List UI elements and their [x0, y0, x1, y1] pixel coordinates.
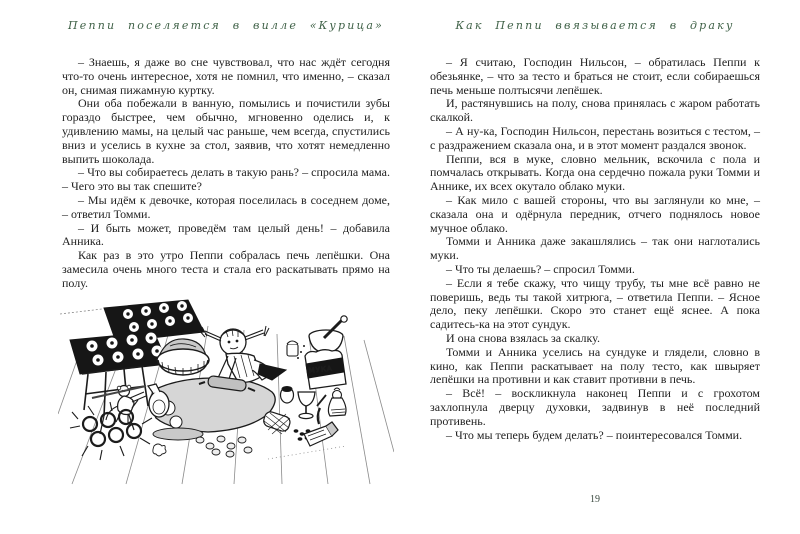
paragraph: – Если я тебе скажу, что чищу трубу, ты мне всё равно не поверишь, ведь ты такой хитрюга, – ответила Пеппи. – Ясное дело, пеку лепёшки. Скоро это станет ещё яснее. А пока садитесь-ка на этот сундук.: [430, 275, 760, 332]
paragraph: Томми и Анника даже закашлялись – так они наглотались муки.: [430, 234, 760, 263]
paragraph: – Как мило с вашей стороны, что вы заглянули ко мне, – сказала она и одёрнула передник, отчего поднялось новое мучное облако.: [430, 192, 760, 235]
illustration-svg: [58, 294, 394, 486]
paragraph: – Всё! – воскликнула наконец Пеппи и с грохотом захлопнула дверцу духовки, задвинув в неё последний противень.: [430, 386, 760, 428]
illustration-pippi-baking: [58, 294, 394, 486]
tube: [304, 422, 338, 446]
pippi-figure: [199, 326, 286, 382]
paragraph: – И быть может, проведём там целый день! – добавила Анника.: [62, 220, 390, 249]
paragraph: – Мы идём к девочке, которая поселилась в соседнем доме, – ответил Томми.: [62, 192, 390, 221]
paragraph: Томми и Анника уселись на сундуке и глядели, словно в кино, как Пеппи раскатывает на полу тесто, как швыряет лепёшки на противни и как ставит противни в печь.: [430, 344, 760, 387]
running-head-left: Пеппи поселяется в вилле «Курица»: [67, 19, 385, 32]
whisk: [317, 395, 326, 424]
pretzel-rack: [70, 386, 152, 460]
page-right-text: [430, 56, 760, 442]
page-left-text: [62, 56, 390, 291]
paragraph: – Что вы собираетесь делать в такую рань? – спросила мама. – Чего это вы так спешите?: [62, 165, 390, 194]
paragraph: – Знаешь, я даже во сне чувствовал, что нас ждёт сегодня что-то очень интересное, хотя не помнил, что именно, – сказал он, снимая пижамную куртку.: [62, 55, 390, 97]
page-left: [62, 0, 390, 534]
flour-sack: [297, 345, 346, 389]
page-right: [430, 0, 760, 534]
goblet: [298, 392, 315, 419]
running-head-right: Как Пеппи ввязывается в драку: [455, 19, 735, 32]
paragraph: Они оба побежали в ванную, помылись и почистили зубы гораздо быстрее, чем обычно, мгновенно оделись и, к удивлению мамы, на целый час раньше, чем всегда, спустились вниз и уселись в кухне за стол, заявив, что хотят немедленно выпить шоколада.: [62, 96, 390, 166]
paragraph: Как раз в это утро Пеппи собралась печь лепёшки. Она замесила очень много теста и стала его раскатывать прямо на полу.: [62, 248, 390, 290]
paragraph: – Я считаю, Господин Нильсон, – обратилась Пеппи к обезьянке, – что за тесто и браться не стоит, если собираешься печь меньше полтысячи лепёшек.: [430, 55, 760, 97]
doll: [328, 388, 346, 416]
paragraph: И она снова взялась за скалку.: [446, 330, 600, 345]
paragraph: – Что ты делаешь? – спросил Томми.: [446, 261, 635, 276]
paragraph: Пеппи, вся в муке, словно мельник, вскочила с пола и помчалась открывать. Когда она сердечно пожала руки Томми и Аннике, их всех окутало облако муки.: [430, 151, 760, 194]
paragraph: – А ну-ка, Господин Нильсон, перестань возиться с тестом, – с раздражением сказала она, и в этот момент раздался звонок.: [430, 123, 760, 152]
mortar-pestle: [309, 316, 347, 353]
jar: [281, 387, 294, 404]
canister: [287, 341, 298, 356]
paragraph: И, растянувшись на полу, снова принялась с жаром работать скалкой.: [430, 96, 760, 125]
page-number: 19: [590, 494, 600, 505]
paragraph: – Что мы теперь будем делать? – поинтересовался Томми.: [446, 427, 743, 442]
flour-sack-label: МУКА: [308, 364, 334, 375]
